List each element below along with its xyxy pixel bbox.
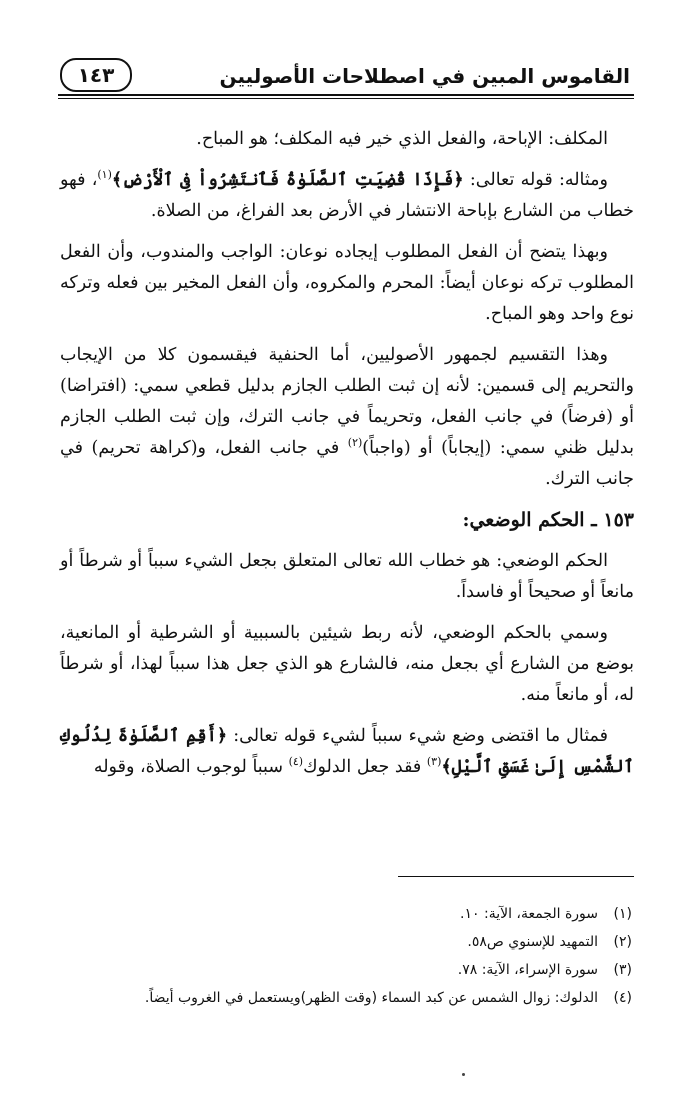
paragraph: وسمي بالحكم الوضعي، لأنه ربط شيئين بالسببية أو الشرطية أو المانعية، بوضع من الشارع أي بجعل منه، فالشارع هو الذي جعل هذا سبباً لهذا، أو شرطاً له، أو مانعاً منه.	[60, 623, 634, 705]
paragraph-text: وهذا التقسيم لجمهور الأصوليين، أما الحنفية فيقسمون كلا من الإيجاب والتحريم إلى قسمين: لأنه إن ثبت الطلب الجازم بدليل قطعي سمي: (افتراضا) أو (فرضاً) في جانب الفعل، وتحريماً في جانب الترك، وإن ثبت الطلب الجازم بدليل ظني سمي: (إيجاباً) أو (واجباً)	[60, 345, 634, 458]
footnote-text: التمهيد للإسنوي ص٥٨.	[467, 934, 598, 950]
quran-verse: ﴿فَإِذَا قُضِيَتِ ٱلصَّلَوٰةُ فَٱنتَشِرُواْ فِى ٱلْأَرْضِ﴾	[111, 170, 464, 190]
page-number: ١٤٣	[60, 58, 132, 92]
paragraph	[60, 165, 634, 227]
footnote-ref: (١)	[97, 168, 112, 182]
header-rule	[58, 94, 634, 96]
footnote-number: (٢)	[613, 934, 632, 950]
footnote-rule	[398, 876, 634, 877]
section-heading: ١٥٣ ـ الحكم الوضعي:	[462, 509, 634, 531]
footnote-number: (٤)	[613, 990, 632, 1006]
body-text	[60, 124, 634, 793]
footnote-ref: (٣)	[426, 755, 442, 769]
paragraph: المكلف: الإباحة، والفعل الذي خير فيه المكلف؛ هو المباح.	[196, 129, 608, 149]
footnote	[60, 984, 632, 1012]
footnote-text: سورة الإسراء، الآية: ٧٨.	[457, 962, 598, 978]
paragraph-text: ومثاله: قوله تعالى:	[463, 170, 608, 190]
footnote	[60, 928, 632, 956]
footnote-number: (١)	[613, 906, 632, 922]
paragraph	[60, 340, 634, 495]
header-rule-thin	[58, 98, 634, 99]
footnote	[60, 900, 632, 928]
paragraph-text: في جانب الفعل، و(كراهة تحريم) في جانب الترك.	[60, 438, 634, 489]
footnote-number: (٣)	[613, 962, 632, 978]
paragraph: الحكم الوضعي: هو خطاب الله تعالى المتعلق بجعل الشيء سبباً أو شرطاً أو مانعاً أو صحيحاً أو فاسداً.	[60, 551, 634, 602]
paragraph-text: سبباً لوجوب الصلاة، وقوله	[93, 757, 289, 777]
footnote-text: سورة الجمعة، الآية: ١٠.	[460, 906, 598, 922]
paragraph: وبهذا يتضح أن الفعل المطلوب إيجاده نوعان: الواجب والمندوب، وأن الفعل المطلوب تركه نوعان أيضاً: المحرم والمكروه، وأن الفعل المخير بين فعله وتركه نوع واحد وهو المباح.	[60, 242, 634, 324]
running-header	[58, 54, 634, 98]
footnote-ref: (٤)	[288, 755, 304, 769]
footnote-text: الدلوك: زوال الشمس عن كبد السماء (وقت الظهر)ويستعمل في الغروب أيضاً.	[144, 990, 598, 1006]
paragraph-text: فقد جعل الدلوك	[303, 757, 427, 777]
print-speck	[462, 1073, 465, 1076]
header-title: القاموس المبين في اصطلاحات الأصوليين	[219, 64, 630, 88]
paragraph-text: ، فهو خطاب من الشارع بإباحة الانتشار في الأرض بعد الفراغ، من الصلاة.	[60, 170, 634, 221]
footnote	[60, 956, 632, 984]
paragraph	[60, 721, 634, 783]
quran-verse: ﴿أَقِمِ ٱلصَّلَوٰةَ لِدُلُوكِ ٱلشَّمْسِ إِلَىٰ غَسَقِ ٱلَّيْلِ﴾	[60, 726, 634, 777]
footnotes	[60, 900, 632, 1012]
paragraph-text: فمثال ما اقتضى وضع شيء سبباً لشيء قوله تعالى:	[227, 726, 608, 746]
footnote-ref: (٢)	[347, 436, 363, 450]
